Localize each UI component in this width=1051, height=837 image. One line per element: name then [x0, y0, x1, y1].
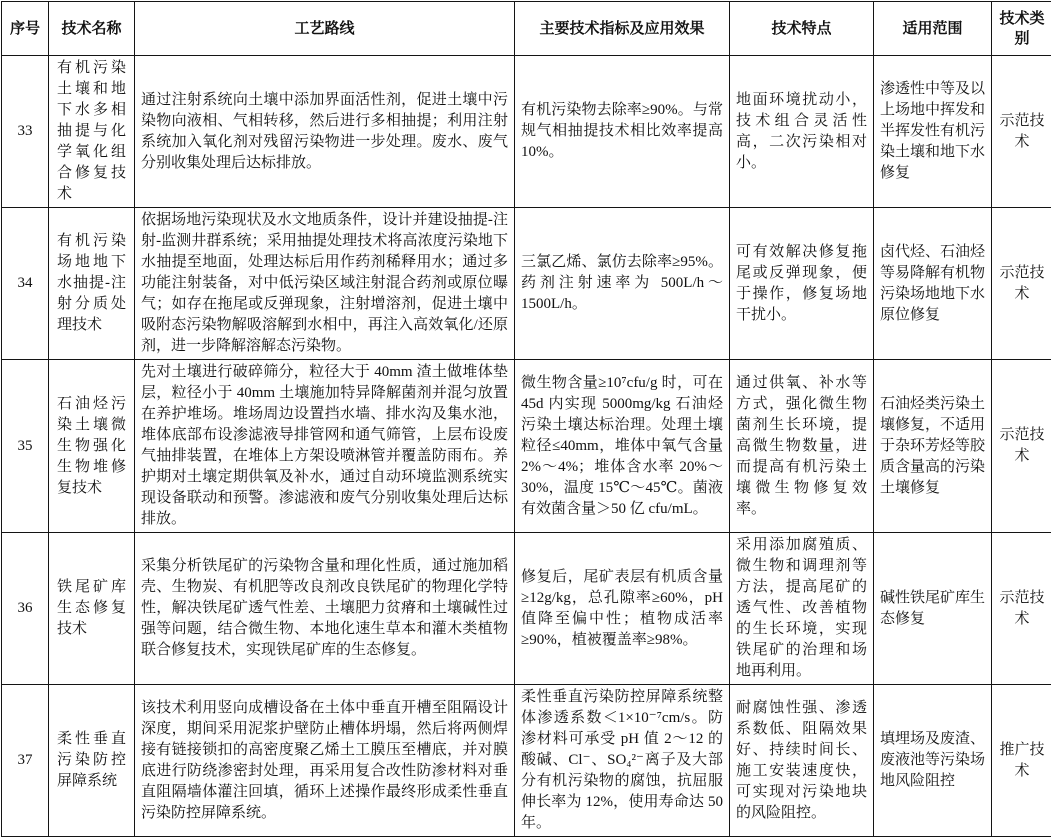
cell-scope: 卤代烃、石油烃等易降解有机物污染场地地下水原位修复 — [874, 208, 992, 360]
table-header-row — [2, 2, 1051, 56]
cell-category: 推广技术 — [992, 685, 1051, 837]
cell-category: 示范技术 — [992, 208, 1051, 360]
table-row — [2, 360, 1051, 533]
cell-features: 采用添加腐殖质、微生物和调理剂等方法，提高尾矿的透气性、改善植物的生长环境，实现铁尾矿的治理和场地再利用。 — [730, 533, 874, 685]
header-col-name: 技术名称 — [49, 2, 135, 56]
table-row — [2, 56, 1051, 208]
cell-scope: 渗透性中等及以上场地中挥发和半挥发性有机污染土壤和地下水修复 — [874, 56, 992, 208]
cell-indicators: 修复后，尾矿表层有机质含量≥12g/kg，总孔隙率≥60%，pH 值降至偏中性；植物成活率≥90%，植被覆盖率≥98%。 — [515, 533, 730, 685]
cell-tech-name: 石油烃污染土壤微生物强化生物堆修复技术 — [49, 360, 135, 533]
cell-tech-name: 有机污染场地地下水抽提-注射分质处理技术 — [49, 208, 135, 360]
cell-indicators: 有机污染物去除率≥90%。与常规气相抽提技术相比效率提高 10%。 — [515, 56, 730, 208]
cell-features: 可有效解决修复拖尾或反弹现象，便于操作，修复场地干扰小。 — [730, 208, 874, 360]
header-col-category: 技术类别 — [992, 2, 1051, 56]
cell-category: 示范技术 — [992, 533, 1051, 685]
cell-row-number: 33 — [2, 56, 49, 208]
cell-tech-name: 柔性垂直污染防控屏障系统 — [49, 685, 135, 837]
cell-features: 耐腐蚀性强、渗透系数低、阻隔效果好、持续时间长、施工安装速度快，可实现对污染地块的风险阻控。 — [730, 685, 874, 837]
cell-category: 示范技术 — [992, 56, 1051, 208]
cell-scope: 填埋场及废渣、废液池等污染场地风险阻控 — [874, 685, 992, 837]
cell-process-route: 先对土壤进行破碎筛分，粒径大于 40mm 渣土做堆体垫层，粒径小于 40mm 土壤施加特异降解菌剂并混匀放置在养护堆场。堆场周边设置挡水墙、排水沟及集水池，堆体底部布设渗滤液导排管网和通气筛管，上层布设废气抽排装置，在堆体上方架设喷淋管并覆盖防雨布。养护期对土壤定期供氧及补水，通过自动环境监测系统实现设备联动和预警。渗滤液和废气分别收集处理后达标排放。 — [135, 360, 515, 533]
cell-row-number: 37 — [2, 685, 49, 837]
remediation-technology-table — [1, 1, 1051, 837]
header-col-features: 技术特点 — [730, 2, 874, 56]
cell-scope: 碱性铁尾矿库生态修复 — [874, 533, 992, 685]
cell-row-number: 35 — [2, 360, 49, 533]
cell-process-route: 该技术利用竖向成槽设备在土体中垂直开槽至阻隔设计深度，期间采用泥浆护壁防止槽体坍塌，然后将两侧焊接有链接锁扣的高密度聚乙烯土工膜压至槽底，并对膜底进行防绕渗密封处理，再采用复合改性防渗材料对垂直阻隔墙体灌注回填，循环上述操作最终形成柔性垂直污染防控屏障系统。 — [135, 685, 515, 837]
cell-process-route: 通过注射系统向土壤中添加界面活性剂，促进土壤中污染物向液相、气相转移，然后进行多相抽提；利用注射系统加入氧化剂对残留污染物进一步处理。废水、废气分别收集处理后达标排放。 — [135, 56, 515, 208]
cell-indicators: 三氯乙烯、氯仿去除率≥95%。药剂注射速率为 500L/h～1500L/h。 — [515, 208, 730, 360]
header-col-process: 工艺路线 — [135, 2, 515, 56]
cell-scope: 石油烃类污染土壤修复，不适用于杂环芳烃等胶质含量高的污染土壤修复 — [874, 360, 992, 533]
cell-row-number: 34 — [2, 208, 49, 360]
cell-features: 通过供氧、补水等方式，强化微生物菌剂生长环境，提高微生物数量，进而提高有机污染土壤微生物修复效率。 — [730, 360, 874, 533]
table-row — [2, 533, 1051, 685]
cell-row-number: 36 — [2, 533, 49, 685]
cell-indicators: 微生物含量≥10⁷cfu/g 时，可在 45d 内实现 5000mg/kg 石油烃污染土壤达标治理。处理土壤粒径≤40mm，堆体中氧气含量 2%～4%；堆体含水率 20%～30%，温度 15℃～45℃。菌液有效菌含量＞50 亿 cfu/mL。 — [515, 360, 730, 533]
table-row — [2, 685, 1051, 837]
table-row — [2, 208, 1051, 360]
cell-tech-name: 铁尾矿库生态修复技术 — [49, 533, 135, 685]
header-col-no: 序号 — [2, 2, 49, 56]
cell-process-route: 依据场地污染现状及水文地质条件，设计并建设抽提-注射-监测井群系统；采用抽提处理技术将高浓度污染地下水抽提至地面，处理达标后用作药剂稀释用水；通过多功能注射装备，对中低污染区域注射混合药剂或原位曝气；如存在拖尾或反弹现象，注射增溶剂，促进土壤中吸附态污染物解吸溶解到水相中，再注入高效氧化/还原剂，进一步降解溶解态污染物。 — [135, 208, 515, 360]
header-col-scope: 适用范围 — [874, 2, 992, 56]
cell-category: 示范技术 — [992, 360, 1051, 533]
cell-tech-name: 有机污染土壤和地下水多相抽提与化学氧化组合修复技术 — [49, 56, 135, 208]
cell-process-route: 采集分析铁尾矿的污染物含量和理化性质，通过施加稻壳、生物炭、有机肥等改良剂改良铁尾矿的物理化学特性，解决铁尾矿透气性差、土壤肥力贫瘠和土壤碱性过强等问题，结合微生物、本地化速生草本和灌木类植物联合修复技术，实现铁尾矿库的生态修复。 — [135, 533, 515, 685]
header-col-indicators: 主要技术指标及应用效果 — [515, 2, 730, 56]
cell-features: 地面环境扰动小，技术组合灵活性高，二次污染相对小。 — [730, 56, 874, 208]
cell-indicators: 柔性垂直污染防控屏障系统整体渗透系数＜1×10⁻⁷cm/s。防渗材料可承受 pH 值 2～12 的酸碱、Cl⁻、SO₄²⁻离子及大部分有机污染物的腐蚀，抗屈服伸长率为 12%，使用寿命达 50 年。 — [515, 685, 730, 837]
